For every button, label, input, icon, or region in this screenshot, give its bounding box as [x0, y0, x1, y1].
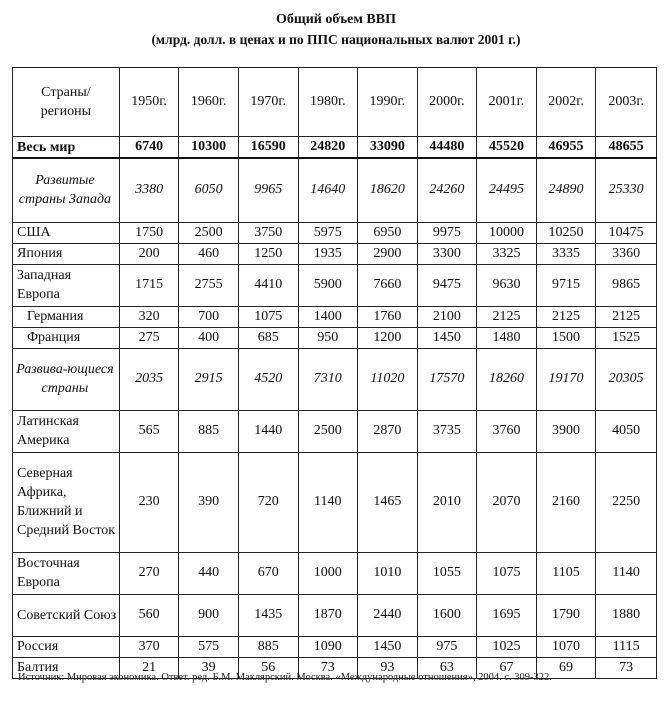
cell-value: 560 — [119, 594, 179, 636]
row-label: Балтия — [13, 657, 120, 678]
cell-value: 3300 — [417, 243, 477, 264]
cell-value: 1465 — [358, 452, 418, 552]
cell-value: 390 — [179, 452, 239, 552]
cell-value: 1090 — [298, 636, 358, 657]
row-label: Развива-ющиеся страны — [13, 348, 120, 410]
row-label: Советский Союз — [13, 594, 120, 636]
cell-value: 3380 — [119, 158, 179, 222]
cell-value: 5900 — [298, 264, 358, 306]
cell-value: 230 — [119, 452, 179, 552]
cell-value: 1055 — [417, 552, 477, 594]
cell-value: 7660 — [358, 264, 418, 306]
cell-value: 24890 — [536, 158, 596, 222]
cell-value: 5975 — [298, 222, 358, 243]
table-row — [13, 222, 657, 243]
cell-value: 1075 — [477, 552, 537, 594]
cell-value: 1140 — [596, 552, 657, 594]
cell-value: 2500 — [179, 222, 239, 243]
cell-value: 670 — [238, 552, 298, 594]
cell-value: 950 — [298, 327, 358, 348]
cell-value: 4410 — [238, 264, 298, 306]
cell-value: 11020 — [358, 348, 418, 410]
cell-value: 2250 — [596, 452, 657, 552]
table-subtitle: (млрд. долл. в ценах и по ППС национальных валют 2001 г.) — [151, 32, 521, 47]
year-header: 1970г. — [238, 68, 298, 137]
row-label: Япония — [13, 243, 120, 264]
cell-value: 44480 — [417, 137, 477, 159]
cell-value: 9975 — [417, 222, 477, 243]
cell-value: 1105 — [536, 552, 596, 594]
cell-value: 73 — [596, 657, 657, 678]
cell-value: 10475 — [596, 222, 657, 243]
cell-value: 63 — [417, 657, 477, 678]
cell-value: 2915 — [179, 348, 239, 410]
cell-value: 900 — [179, 594, 239, 636]
cell-value: 1400 — [298, 306, 358, 327]
cell-value: 9965 — [238, 158, 298, 222]
cell-value: 18260 — [477, 348, 537, 410]
cell-value: 48655 — [596, 137, 657, 159]
cell-value: 69 — [536, 657, 596, 678]
cell-value: 16590 — [238, 137, 298, 159]
cell-value: 2440 — [358, 594, 418, 636]
row-label: Западная Европа — [13, 264, 120, 306]
cell-value: 6740 — [119, 137, 179, 159]
cell-value: 4520 — [238, 348, 298, 410]
table-title: Общий объем ВВП — [276, 12, 396, 27]
cell-value: 1790 — [536, 594, 596, 636]
row-label: Латинская Америка — [13, 410, 120, 452]
table-row — [13, 137, 657, 159]
cell-value: 10250 — [536, 222, 596, 243]
row-label: Россия — [13, 636, 120, 657]
cell-value: 2035 — [119, 348, 179, 410]
cell-value: 1070 — [536, 636, 596, 657]
cell-value: 565 — [119, 410, 179, 452]
table-row — [13, 243, 657, 264]
cell-value: 1075 — [238, 306, 298, 327]
cell-value: 3750 — [238, 222, 298, 243]
row-label: Германия — [13, 306, 120, 327]
year-header: 1980г. — [298, 68, 358, 137]
table-row — [13, 158, 657, 222]
cell-value: 1480 — [477, 327, 537, 348]
cell-value: 2900 — [358, 243, 418, 264]
cell-value: 7310 — [298, 348, 358, 410]
year-header: 2002г. — [536, 68, 596, 137]
header-row — [13, 68, 657, 137]
cell-value: 1140 — [298, 452, 358, 552]
row-label: Северная Африка, Ближний и Средний Восток — [13, 452, 120, 552]
cell-value: 3735 — [417, 410, 477, 452]
cell-value: 275 — [119, 327, 179, 348]
cell-value: 19170 — [536, 348, 596, 410]
cell-value: 2070 — [477, 452, 537, 552]
cell-value: 1715 — [119, 264, 179, 306]
gdp-table — [12, 67, 657, 679]
cell-value: 1880 — [596, 594, 657, 636]
cell-value: 2125 — [596, 306, 657, 327]
row-label: Развитые страны Запада — [13, 158, 120, 222]
cell-value: 1025 — [477, 636, 537, 657]
cell-value: 370 — [119, 636, 179, 657]
cell-value: 1500 — [536, 327, 596, 348]
cell-value: 2100 — [417, 306, 477, 327]
table-row — [13, 410, 657, 452]
cell-value: 45520 — [477, 137, 537, 159]
cell-value: 18620 — [358, 158, 418, 222]
cell-value: 24495 — [477, 158, 537, 222]
cell-value: 1760 — [358, 306, 418, 327]
cell-value: 10300 — [179, 137, 239, 159]
year-header: 1990г. — [358, 68, 418, 137]
row-label: Восточная Европа — [13, 552, 120, 594]
cell-value: 3335 — [536, 243, 596, 264]
cell-value: 24260 — [417, 158, 477, 222]
cell-value: 6050 — [179, 158, 239, 222]
cell-value: 720 — [238, 452, 298, 552]
cell-value: 24820 — [298, 137, 358, 159]
cell-value: 2870 — [358, 410, 418, 452]
row-label: США — [13, 222, 120, 243]
table-row — [13, 348, 657, 410]
cell-value: 9715 — [536, 264, 596, 306]
cell-value: 460 — [179, 243, 239, 264]
cell-value: 885 — [179, 410, 239, 452]
cell-value: 575 — [179, 636, 239, 657]
cell-value: 17570 — [417, 348, 477, 410]
cell-value: 975 — [417, 636, 477, 657]
cell-value: 3900 — [536, 410, 596, 452]
cell-value: 700 — [179, 306, 239, 327]
cell-value: 2125 — [536, 306, 596, 327]
cell-value: 1450 — [358, 636, 418, 657]
table-row — [13, 327, 657, 348]
cell-value: 1115 — [596, 636, 657, 657]
row-label: Весь мир — [13, 137, 120, 159]
cell-value: 46955 — [536, 137, 596, 159]
cell-value: 2500 — [298, 410, 358, 452]
year-header: 1960г. — [179, 68, 239, 137]
cell-value: 3760 — [477, 410, 537, 452]
cell-value: 3360 — [596, 243, 657, 264]
cell-value: 685 — [238, 327, 298, 348]
cell-value: 2160 — [536, 452, 596, 552]
cell-value: 1435 — [238, 594, 298, 636]
cell-value: 1935 — [298, 243, 358, 264]
cell-value: 440 — [179, 552, 239, 594]
cell-value: 39 — [179, 657, 239, 678]
cell-value: 93 — [358, 657, 418, 678]
cell-value: 1250 — [238, 243, 298, 264]
cell-value: 1870 — [298, 594, 358, 636]
year-header: 1950г. — [119, 68, 179, 137]
year-header: 2003г. — [596, 68, 657, 137]
cell-value: 9475 — [417, 264, 477, 306]
cell-value: 1010 — [358, 552, 418, 594]
cell-value: 1000 — [298, 552, 358, 594]
cell-value: 9630 — [477, 264, 537, 306]
cell-value: 9865 — [596, 264, 657, 306]
cell-value: 10000 — [477, 222, 537, 243]
cell-value: 1450 — [417, 327, 477, 348]
row-label: Франция — [13, 327, 120, 348]
cell-value: 1525 — [596, 327, 657, 348]
table-row — [13, 552, 657, 594]
cell-value: 1750 — [119, 222, 179, 243]
cell-value: 4050 — [596, 410, 657, 452]
cell-value: 885 — [238, 636, 298, 657]
cell-value: 200 — [119, 243, 179, 264]
year-header: 2001г. — [477, 68, 537, 137]
cell-value: 1200 — [358, 327, 418, 348]
cell-value: 6950 — [358, 222, 418, 243]
cell-value: 21 — [119, 657, 179, 678]
cell-value: 73 — [298, 657, 358, 678]
cell-value: 33090 — [358, 137, 418, 159]
cell-value: 2125 — [477, 306, 537, 327]
cell-value: 270 — [119, 552, 179, 594]
cell-value: 1695 — [477, 594, 537, 636]
cell-value: 400 — [179, 327, 239, 348]
cell-value: 25330 — [596, 158, 657, 222]
cell-value: 3325 — [477, 243, 537, 264]
cell-value: 14640 — [298, 158, 358, 222]
cell-value: 2010 — [417, 452, 477, 552]
cell-value: 2755 — [179, 264, 239, 306]
cell-value: 1600 — [417, 594, 477, 636]
table-row — [13, 264, 657, 306]
cell-value: 1440 — [238, 410, 298, 452]
table-row — [13, 452, 657, 552]
year-header: 2000г. — [417, 68, 477, 137]
region-column-header: Страны/ регионы — [13, 68, 120, 137]
table-row — [13, 636, 657, 657]
table-row — [13, 594, 657, 636]
cell-value: 320 — [119, 306, 179, 327]
cell-value: 20305 — [596, 348, 657, 410]
cell-value: 67 — [477, 657, 537, 678]
source-note: Источник: Мировая экономика. Ответ. ред. Б.М. Маклярский. Москва. «Международные отношения», 2004. с. 309-322. — [18, 672, 552, 683]
cell-value: 56 — [238, 657, 298, 678]
table-row — [13, 306, 657, 327]
